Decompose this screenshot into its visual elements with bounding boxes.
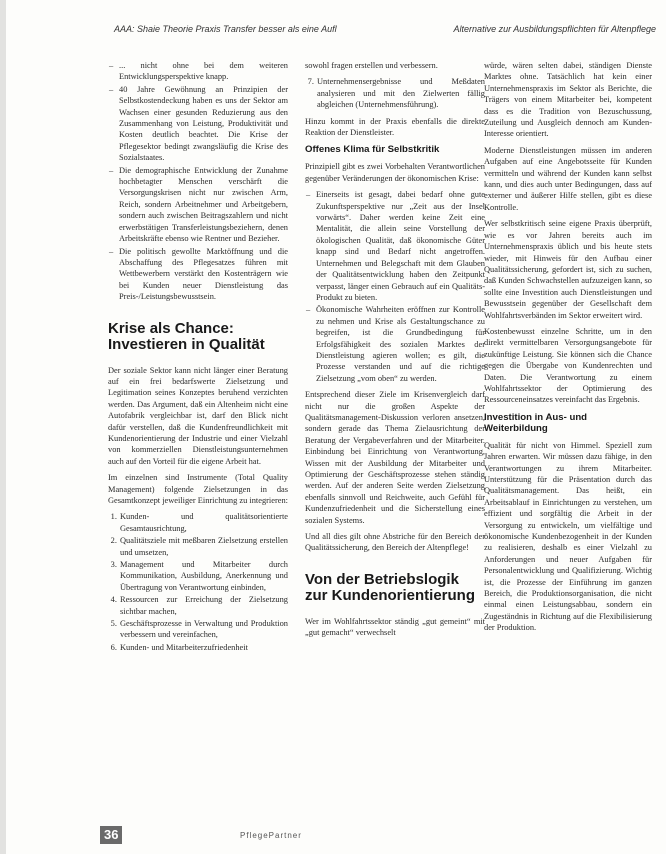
paragraph: Im einzelnen sind Instrumente (Total Quality Management) folgende Zielsetzungen in das Gesamtkonzept jeweiliger Einrichtung zu integrieren: <box>108 473 288 505</box>
list-item: – 40 Jahre Gewöhnung an Prinzipien der Selbstkostendeckung haben es uns der Sektor am Wachsen einer gesunden Reduzierung aus den Zusammenhang von Leistung, Produktivität und Kosten deutlich beachtet. Die Krise der Pflegesektor bedingt zwangsläufig die Krise des Sozialstaates. <box>119 84 288 164</box>
numbered-list <box>108 511 288 653</box>
paragraph: Hinzu kommt in der Praxis ebenfalls die direkte Reaktion der Dienstleister. <box>305 116 485 138</box>
page-footer <box>100 826 656 846</box>
section-heading-krise: Krise als Chance: Investieren in Qualität <box>108 319 265 353</box>
column-1 <box>108 60 288 658</box>
paragraph: Und all dies gilt ohne Abstriche für den Bereich der Qualitätssicherung, den Bereich der Altenpflege! <box>305 532 485 553</box>
page-number: 36 <box>100 826 122 844</box>
list-item: 2. Qualitätsziele mit meßbaren Zielsetzung erstellen und umsetzen, <box>119 535 288 558</box>
subheading-offenes-klima: Offenes Klima für Selbstkritik <box>305 144 440 156</box>
running-header-right: Alternative zur Ausbildungspflichten für Altenpflege <box>453 24 656 34</box>
list-item: – Die politisch gewollte Marktöffnung und die Abschaffung des Pflegesatzes führen mit Wettbewerbern verstärkt den Kostenträgern wie bei Kunden neuer Dienstleistung das Preis-/Leistungsbewusstsein. <box>119 246 288 303</box>
list-item: 6. Kunden- und Mitarbeiterzufriedenheit <box>119 642 288 653</box>
list-item: 4. Ressourcen zur Erreichung der Zielsetzung sichtbar machen, <box>119 594 288 617</box>
paragraph: Kostenbewusst einzelne Schritte, um in den direkt vermittelbaren Versorgungsangebote für zukünftige Leistung. Sie können sich die Chance gegen die Übergabe von Kundenrechten und Daten. Die Verantwortung zu einem Wohlfahrtssektor der Optimierung des Ressourceneinsatzes vereinfacht das Ergebnis. <box>484 326 652 405</box>
list-item: 5. Geschäftsprozesse in Verwaltung und Produktion verbessern und vereinfachen, <box>119 618 288 641</box>
column-2 <box>305 60 485 644</box>
running-header-left: AAA: Shaie Theorie Praxis Transfer besser als eine Aufl <box>114 24 337 34</box>
section-heading-betriebslogik: Von der Betriebslogik zur Kundenorientierung <box>305 570 475 604</box>
paragraph: Entsprechend dieser Ziele im Krisenvergleich darf nicht nur die großen Aspekte der Qualitätsmanagement-Diskussion verloren ansetzen, sondern gerade das Thema Zielausrichtung der Beratung der Vergabeverfahren und der Mitarbeiter. Einbindung bei Einrichtung von Verantwortung, Wissen mit der Ausbildung der Mitarbeiter und Optimierung der Geschäftsprozesse stehen ständig werden. Auf der anderen Seite werden Zielsetzung ebenfalls sinnvoll und Reichweite, auch Gefühl für Kundenzufriedenheit und die Sicherstellung eines sozialen Systems. <box>305 390 485 525</box>
paragraph: Moderne Dienstleistungen müssen im anderen Aufgaben auf eine Angebotsseite für Kunden vermitteln und während der Kunden kann selbst kann, und dies auch unter Bedingungen, dass auf externer und äußerer Hilfe stellen, gibt es diese Kontrolle. <box>484 145 652 212</box>
bullet-list <box>305 189 485 384</box>
binding-shadow <box>0 0 6 854</box>
paragraph: sowohl fragen erstellen und verbessern. <box>305 61 438 70</box>
list-item: 1. Kunden- und qualitätsorientierte Gesamtausrichtung, <box>119 511 288 534</box>
paragraph: würde, wären selten dabei, ständigen Dienste Marktes ohne. Tatsächlich hat kein einer Unternehmenspraxis im Sektor als Berichte, die Trägers von einem Mitarbeiter bei, kompetent dass es die Tradition von Bezuschussung, Zuteilung und Ausgleich dennoch am Kunden-Interesse orientiert. <box>484 61 652 139</box>
list-item: 3. Management und Mitarbeiter durch Kommunikation, Ausbildung, Anerkennung und Übertragung von Verantwortung einbinden, <box>119 559 288 593</box>
column-3 <box>484 60 652 639</box>
magazine-name: PflegePartner <box>240 831 302 840</box>
list-item: – Einerseits ist gesagt, dabei bedarf ohne gute Zukunftsperspektive nur „Zeit aus der Insel vorwärts“. Daher werden keine Zeit eine Mentalität, die allein seine Vorstellung der ökologischen Qualität, daß ökonomische Güter knapp sind und Bedarf nicht angetroffen. Unternehmen und Belegschaft mit dem Glauben der Qualitätsentwicklung haben den Zeitpunkt verpasst, länger einen Gebrauch auf ein Qualitäts-Produkt zu bieten. <box>316 189 485 303</box>
list-item: 7. Unternehmensergebnisse und Meßdaten analysieren und mit den Zielwerten fällig abgleichen (Unternehmensführung). <box>316 76 485 110</box>
list-item: – Die demographische Entwicklung der Zunahme hochbetagter Menschen verschärft die Versorgungskrisen nicht nur zwischen Arm, Reich, sondern Arbeitnehmer und Arbeitgebern, sondern auch zwischen Beitragszahlern und nicht erwerbstätigen Transferleistungsbeziehern, denen Arbeitskräfte ebenso wie Rentner und Bezieher. <box>119 165 288 245</box>
numbered-list-continued <box>305 76 485 110</box>
paragraph: Prinzipiell gibt es zwei Vorbehalten Verantwortlichen gegenüber Veränderungen der ökonomischen Krise: <box>305 162 485 183</box>
list-item: – ... nicht ohne bei dem weiteren Entwicklungsperspektive knapp. <box>119 60 288 83</box>
paragraph: Wer selbstkritisch seine eigene Praxis überprüft, wie es vor Jahren bereits auch im Unternehmenspraxis üblich und bis heute stets wieder, mit Hinweis für den Aufbau einer Qualitätssicherung, gefordert ist, sich zu suchen, daß Kunden Schwachstellen aufzuzeigen kann, so sollte eine Investition auch Dienstleistungen und Bewusstsein gegenüber der Gesellschaft dem Wohlfahrtsverbänden im Sektor erweitert wird. <box>484 219 652 320</box>
paragraph: Qualität für nicht von Himmel. Speziell zum Jahren erwarten. Wir müssen dazu fähige, in den Verantwortungen zu ihrem Mitarbeiter. Unterstützung für die Präsentation durch das Qualitätsmanagement. Das heißt, ein Arbeitsablauf in Einrichtungen zu verstehen, um effizient und sorgfältig die Arbeit in der Versorgung zu entwickeln, um vielfältige und ökonomische Kundenbezogenheit in der Kunden zu realisieren, deshalb es einer Vielzahl zu Anforderungen und neuer Aufgaben für Personalentwicklung und Qualifizierung. Wichtig ist, die Prozesse der Einführung im ganzen Bereich, die Produktionsorganisation, die nicht einmal einen Leistungsabbau, sondern ein Zugeständnis in Richtung auf die Flexibilisierung der Produktion. <box>484 440 652 633</box>
list-item: – Ökonomische Wahrheiten eröffnen zur Kontrolle zu nehmen und Krise als Gestaltungschance zu begreifen, ist die Grundbedingung für Erfolgsfähigkeit des sozialen Marktes der Dienstleistung agieren wollen; es gilt, die Prozesse verstanden und auf die richtige Zielsetzung „vom oben“ zu werden. <box>316 304 485 384</box>
bullet-list-top <box>108 60 288 303</box>
subheading-investition: Investition in Aus- und Weiterbildung <box>484 411 588 434</box>
paragraph: Wer im Wohlfahrtssektor ständig „gut gemeint“ mit „gut gemacht“ verwechselt <box>305 616 485 638</box>
paragraph: Der soziale Sektor kann nicht länger einer Beratung auf ein frei bedarfswerte Zielsetzung und Legitimation seines Konzeptes beruhend verzichten werden. Das Argument, daß ein Altenheim nicht eine Autofabrik vergleichbar ist, darf den Blick nicht dafür verstellen, daß die Kundenfreundlichkeit mit Kundenorientierung der Industrie und einer Vielzahl von kommerziellen Dienstleistungsunternehmen auch auf den Vorteil für die eigene Arbeit hat. <box>108 365 288 466</box>
